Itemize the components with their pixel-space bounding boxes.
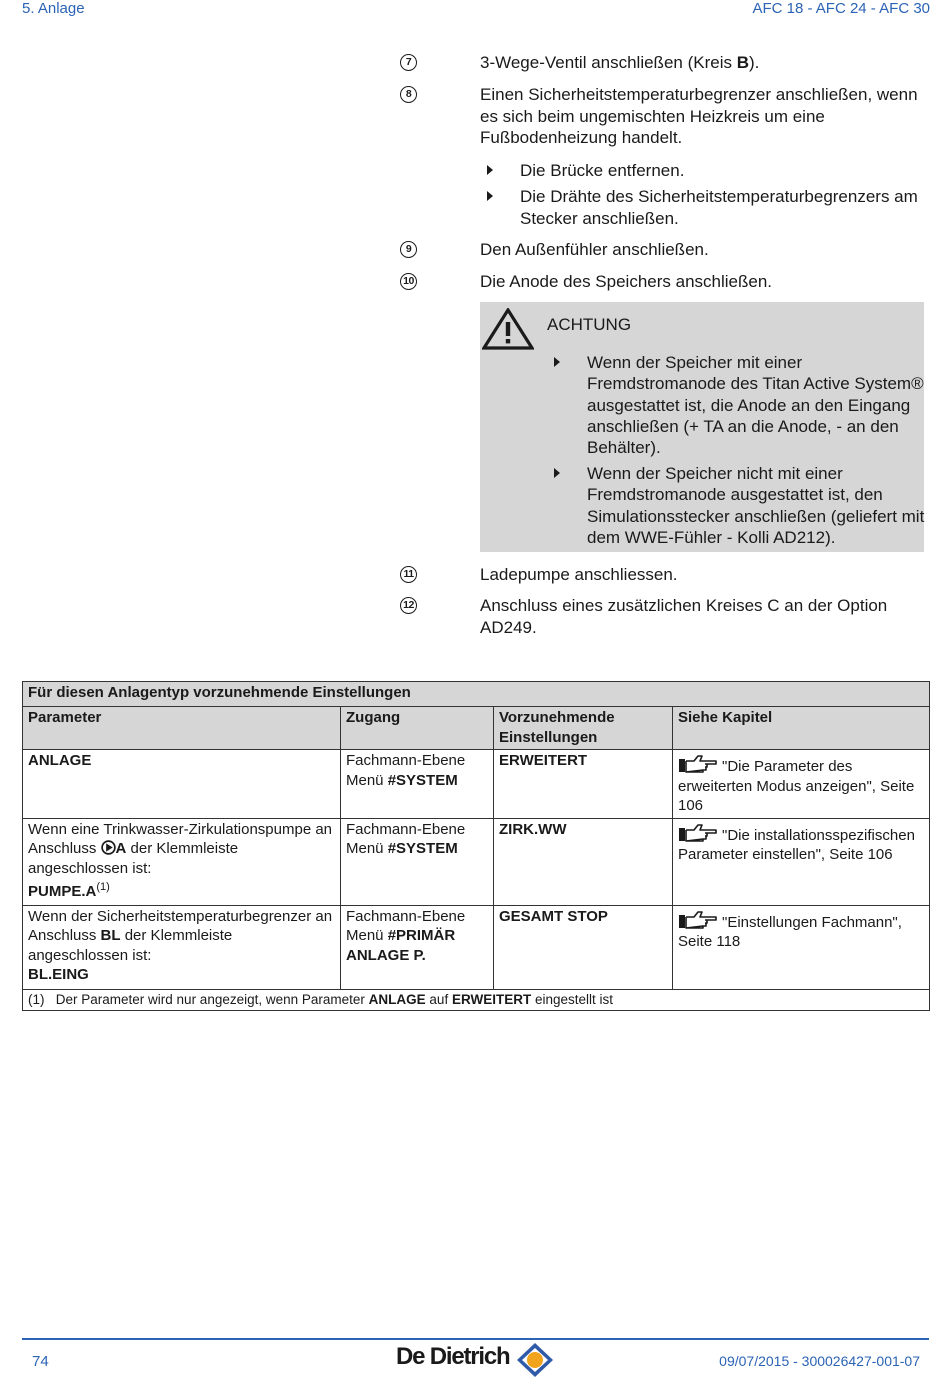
column-header: Siehe Kapitel <box>673 707 930 750</box>
pointing-hand-icon <box>678 754 718 774</box>
bullet-arrow-icon <box>554 357 560 367</box>
table-header-row <box>23 707 930 750</box>
setting-cell: ZIRK.WW <box>494 818 673 905</box>
bullet-arrow-icon <box>554 468 560 478</box>
column-header: Parameter <box>23 707 341 750</box>
setting-cell: GESAMT STOP <box>494 905 673 989</box>
step-text: Ladepumpe anschliessen. <box>480 565 678 584</box>
table-footnote: (1) Der Parameter wird nur angezeigt, wenn Parameter ANLAGE auf ERWEITERT eingestellt ist <box>23 989 930 1010</box>
step-number: 8 <box>400 86 417 103</box>
warning-triangle-icon <box>482 308 534 350</box>
param-cell: Wenn der Sicherheitstemperaturbegrenzer an Anschluss BL der Klemmleiste angeschlossen ist: BL.EING <box>23 905 341 989</box>
step-number: 12 <box>400 597 417 614</box>
reference-cell: "Die installationsspezifischen Parameter einstellen", Seite 106 <box>673 818 930 905</box>
access-cell: Fachmann-Ebene Menü #SYSTEM <box>341 750 494 819</box>
step-text: Den Außenfühler anschließen. <box>480 240 709 259</box>
settings-table <box>22 681 930 1011</box>
warning-title: ACHTUNG <box>547 315 632 334</box>
header-model: AFC 18 - AFC 24 - AFC 30 <box>752 0 930 17</box>
column-header: Vorzunehmende Einstellungen <box>494 707 673 750</box>
document-reference: 09/07/2015 - 300026427-001-07 <box>719 1353 920 1369</box>
step-number: 7 <box>400 54 417 71</box>
param-cell: Wenn eine Trinkwasser-Zirkulationspumpe an Anschluss A der Klemmleiste angeschlossen ist: $PUMPE.A^{(1)}$ <box>23 818 341 905</box>
step-text: Anschluss eines zusätzlichen Kreises C an der Option AD249. <box>480 596 888 637</box>
table-title-row <box>23 682 930 707</box>
step-text: 3-Wege-Ventil anschließen (Kreis B). <box>480 53 760 72</box>
warning-box: ACHTUNG Wenn der Speicher mit einer Fremdstromanode des Titan Active System® ausgestattet ist, die Anode an den Eingang anschließen (+ TA an die Anode, - an den Behälter). Wenn der Speicher nicht mit einer Fremdstromanode ausgestattet ist, den Simulationsstecker anschließen (geliefert mit dem WWE-Fühler - Kolli AD212). <box>480 302 924 552</box>
reference-cell: "Einstellungen Fachmann", Seite 118 <box>673 905 930 989</box>
param-cell: ANLAGE <box>23 750 341 819</box>
step-number: 11 <box>400 566 417 583</box>
step-text: Die Anode des Speichers anschließen. <box>480 272 773 291</box>
header-section: 5. Anlage <box>22 0 85 17</box>
access-cell: Fachmann-Ebene Menü #SYSTEM <box>341 818 494 905</box>
access-cell: Fachmann-Ebene Menü #PRIMÄR ANLAGE P. <box>341 905 494 989</box>
pointing-hand-icon <box>678 910 718 930</box>
step-number: 10 <box>400 273 417 290</box>
de-dietrich-logo-icon <box>516 1342 554 1378</box>
step-number: 9 <box>400 241 417 258</box>
column-header: Zugang <box>341 707 494 750</box>
step-text: Einen Sicherheitstemperaturbegrenzer anschließen, wenn es sich beim ungemischten Heizkreis um eine Fußbodenheizung handelt. <box>480 85 918 147</box>
table-row <box>23 818 930 905</box>
brand-logo: De Dietrich <box>396 1343 510 1370</box>
footer-rule <box>22 1338 929 1340</box>
reference-cell: "Die Parameter des erweiterten Modus anzeigen", Seite 106 <box>673 750 930 819</box>
table-title: Für diesen Anlagentyp vorzunehmende Einstellungen <box>23 682 930 707</box>
circulation-pump-icon <box>101 840 116 855</box>
page-number: 74 <box>32 1353 49 1370</box>
table-row <box>23 750 930 819</box>
setting-cell: ERWEITERT <box>494 750 673 819</box>
bullet-arrow-icon <box>487 191 493 201</box>
bullet-arrow-icon <box>487 165 493 175</box>
table-row <box>23 905 930 989</box>
table-footnote-row <box>23 989 930 1010</box>
pointing-hand-icon <box>678 823 718 843</box>
